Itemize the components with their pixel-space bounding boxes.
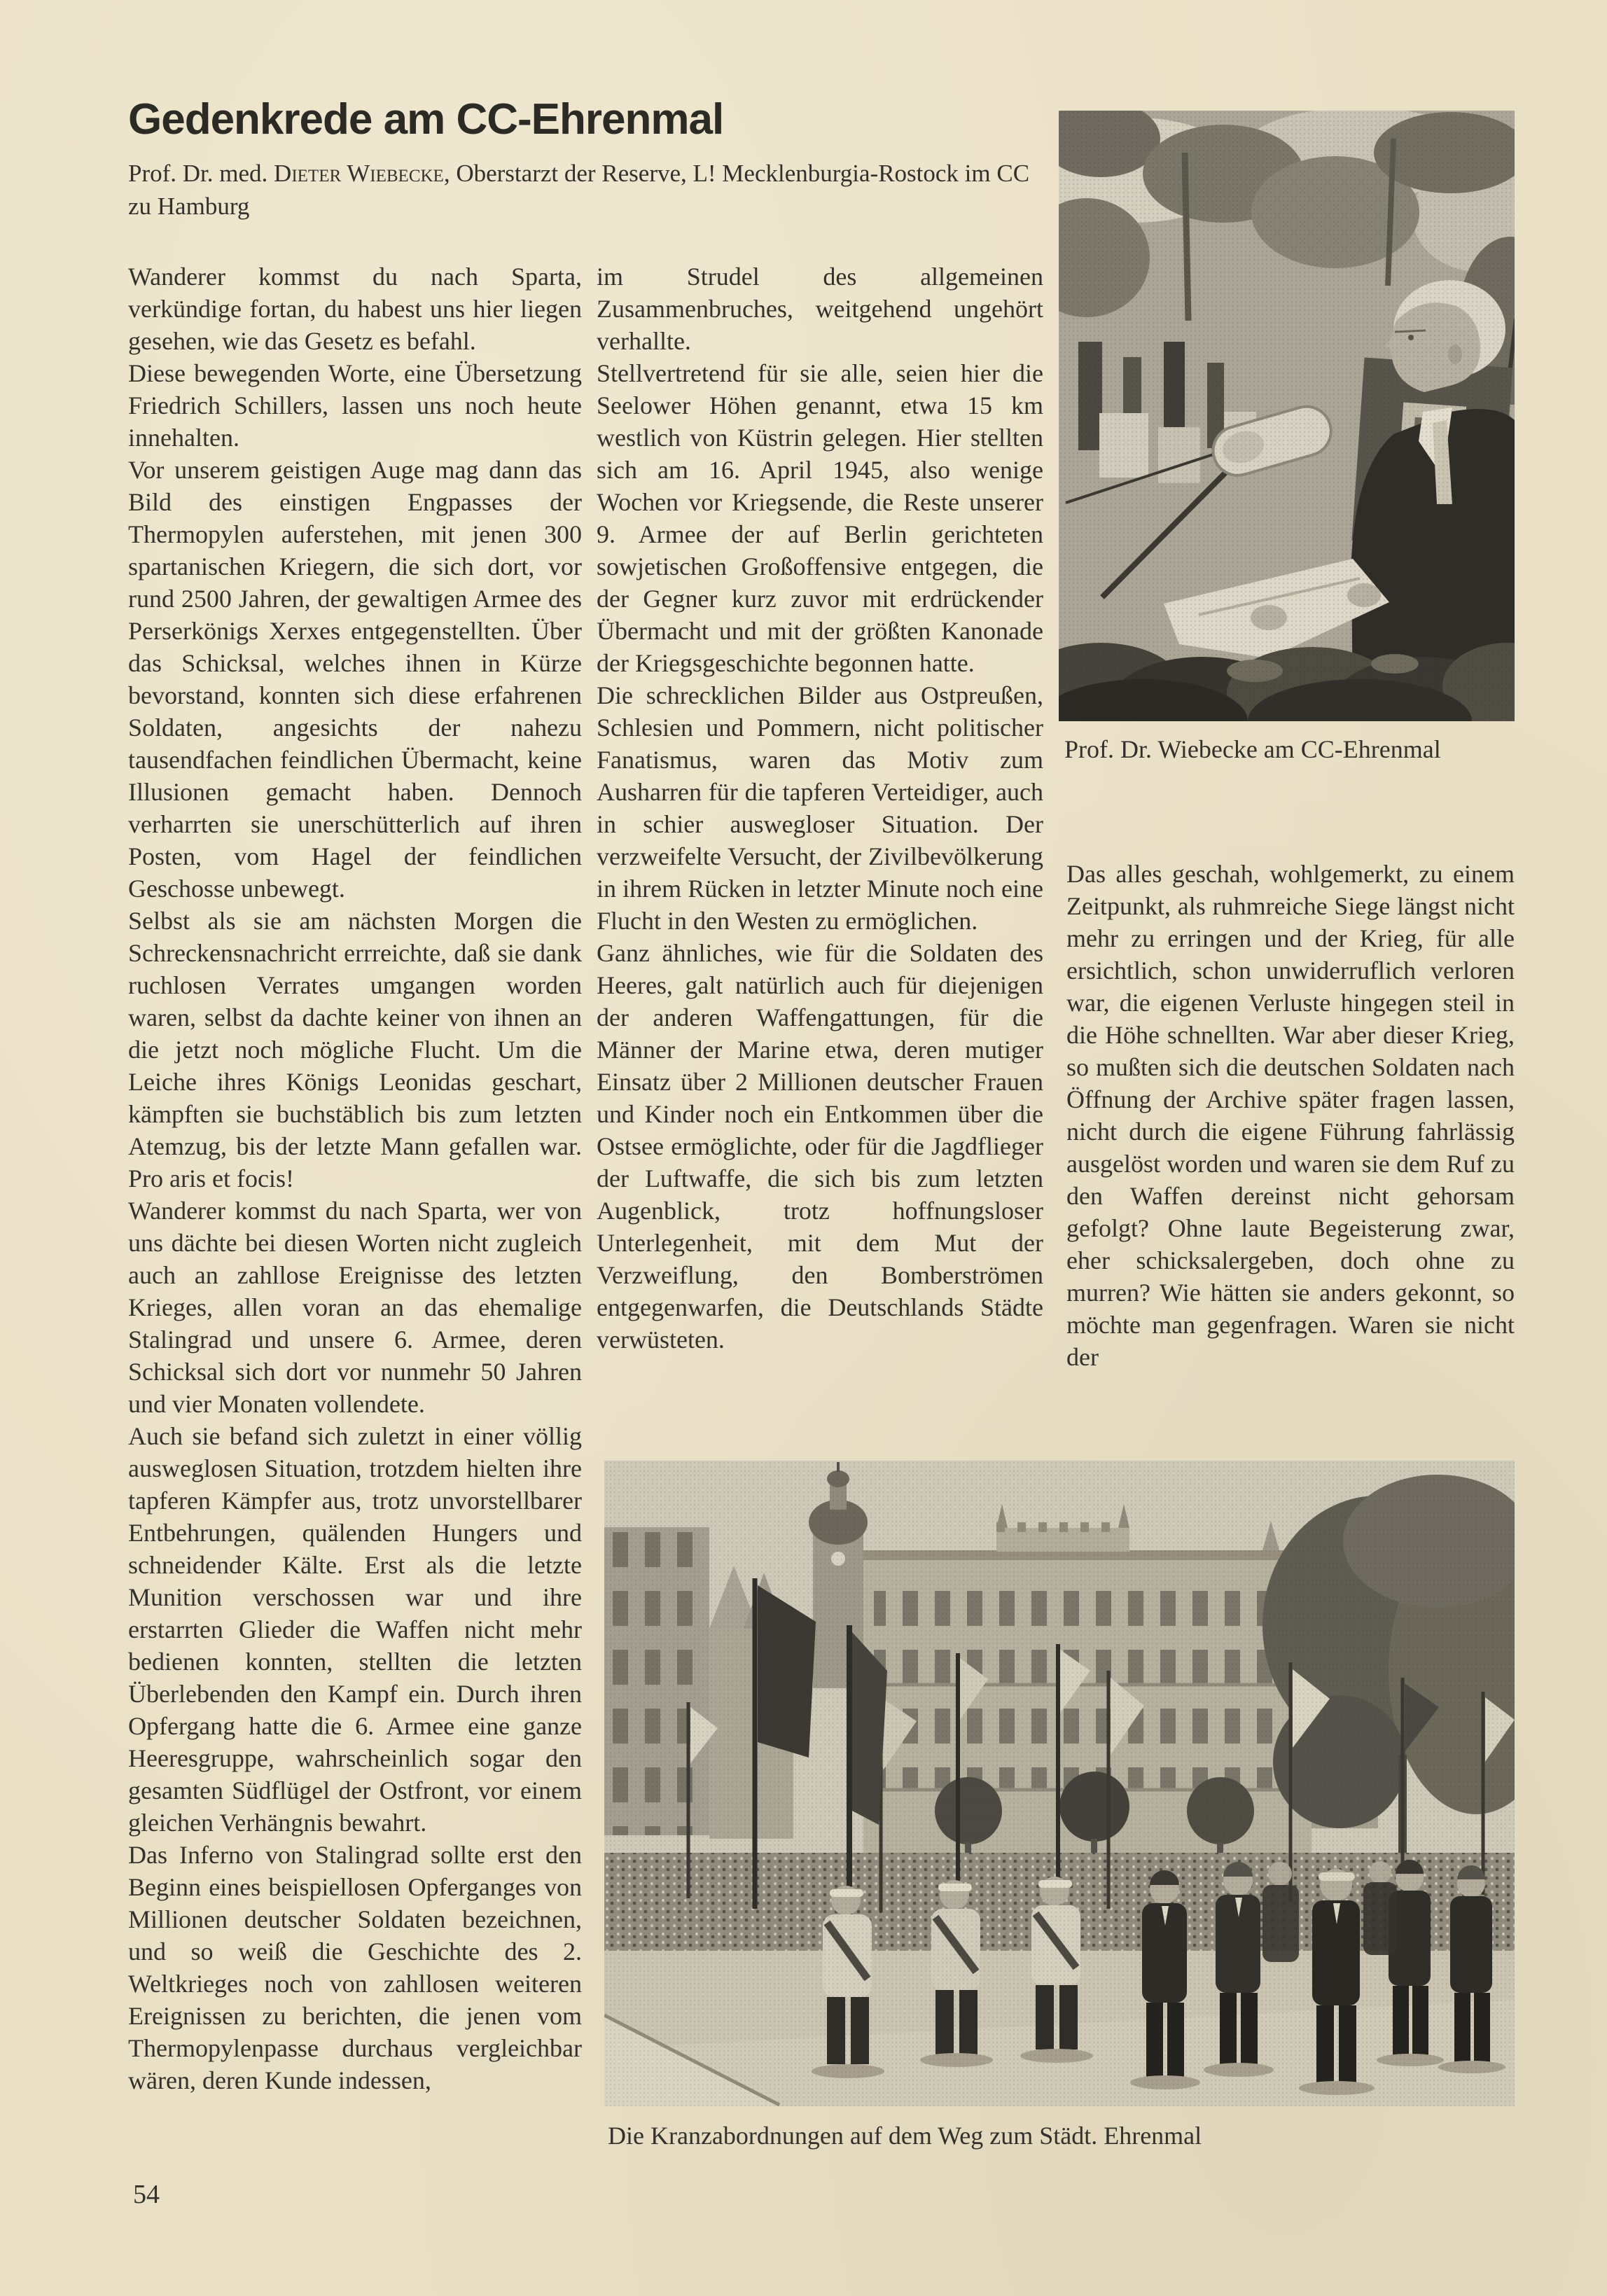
paragraph: Vor unserem geistigen Auge mag dann das Bild des einstigen Engpasses der Thermopylen auferstehen, mit jenen 300 spartanischen Kriegern, die sich dort, vor rund 2500 Jahren, der gewaltigen Armee des Perserkönigs Xerxes entgegenstellten. Über das Schicksal, welches ihnen in Kürze bevorstand, konnten sich diese erfahrenen Soldaten, angesichts der nahezu tausendfachen feindlichen Übermacht, keine Illusionen gemacht haben. Dennoch verharrten sie unerschütterlich auf ihren Posten, vom Hagel der feindlichen Geschosse unbewegt.: [128, 456, 582, 903]
paragraph: Ganz ähnliches, wie für die Soldaten des Heeres, galt natürlich auch für diejenigen der anderen Waffengattungen, für die Männer der Marine etwa, deren mutiger Einsatz über 2 Millionen deutscher Frauen und Kinder noch ein Entkommen über die Ostsee ermöglichte, oder für die Jagdflieger der Luftwaffe, die sich bis zum letzten Augenblick, trotz hoffnungsloser Unterlegenheit, mit dem Mut der Verzweiflung, den Bomberströmen entgegenwarfen, die Deutschlands Städte verwüsteten.: [597, 939, 1043, 1354]
paragraph: Auch sie befand sich zuletzt in einer völlig ausweglosen Situation, trotzdem hielten ihre tapferen Kämpfer aus, trotz unvorstellbarer Entbehrungen, quälenden Hungers und schneidender Kälte. Erst als die letzte Munition verschossen war und ihre erstarrten Glieder die Waffen nicht mehr bedienen konnten, stellten die letzten Überlebenden den Kampf ein. Durch ihren Opfergang hatte die 6. Armee eine ganze Heeresgruppe, wahrscheinlich sogar den gesamten Südflügel der Ostfront, vor einem gleichen Verhängnis bewahrt.: [128, 1422, 582, 1837]
paragraph: Das alles geschah, wohlgemerkt, zu einem Zeitpunkt, als ruhmreiche Siege längst nicht mehr zu erringen und der Krieg, für alle ersichtlich, schon unwiderruflich verloren war, die eigenen Verluste hingegen steil in die Höhe schnellten. War aber dieser Krieg, so mußten sich die deutschen Soldaten nach Öffnung der Archive später fragen lassen, nicht durch die eigene Führung fahrlässig ausgelöst worden und waren sie dem Ruf zu den Waffen dereinst nicht gehorsam gefolgt? Ohne laute Begeisterung zwar, eher schicksalergeben, doch ohne zu murren? Wie hätten sie anders gekonnt, so möchte man gegenfragen. Waren sie nicht der: [1066, 860, 1515, 1371]
photo-caption-bottom: Die Kranzabordnungen auf dem Weg zum Städt. Ehrenmal: [608, 2122, 1202, 2150]
paragraph: Die schrecklichen Bilder aus Ostpreußen, Schlesien und Pommern, nicht politischer Fanatismus, waren das Motiv zum Ausharren für die tapferen Verteidiger, auch in schier auswegloser Situation. Der verzweifelte Versucht, der Zivilbevölkerung in ihrem Rücken in letzter Minute noch eine Flucht in den Westen zu ermöglichen.: [597, 681, 1043, 935]
article-byline: [128, 157, 1045, 223]
paragraph: Stellvertretend für sie alle, seien hier die Seelower Höhen genannt, etwa 15 km westlich von Küstrin gelegen. Hier stellten sich am 16. April 1945, also wenige Wochen vor Kriegsende, die Reste unserer 9. Armee der auf Berlin gerichteten sowjetischen Großoffensive entgegen, die der Gegner kurz zuvor mit erdrückender Übermacht und mit der größten Kanonade der Kriegsgeschichte begonnen hatte.: [597, 359, 1043, 677]
byline-prefix: Prof. Dr. med.: [128, 160, 274, 187]
paragraph: Selbst als sie am nächsten Morgen die Schreckensnachricht errreichte, daß sie dank ruchlosen Verrates umgangen worden waren, selbst da dachte keiner von ihnen an die jetzt noch mögliche Flucht. Um die Leiche ihres Königs Leonidas geschart, kämpften sie buchstäblich bis zum letzten Atemzug, bis der letzte Mann gefallen war. Pro aris et focis!: [128, 907, 582, 1192]
text-column-2: [597, 260, 1043, 1356]
speaker-photo: [1059, 111, 1515, 721]
article-title: Gedenkrede am CC-Ehrenmal: [128, 95, 724, 144]
paragraph: Das Inferno von Stalingrad sollte erst den Beginn eines beispiellosen Opferganges von Millionen deutscher Soldaten bezeichnen, und so weiß die Geschichte des 2. Weltkrieges noch von zahllosen weiteren Ereignissen zu berichten, die jenen vom Thermopylenpasse durchaus vergleichbar wären, deren Kunde indessen,: [128, 1841, 582, 2094]
procession-photo: [604, 1461, 1515, 2106]
paragraph: im Strudel des allgemeinen Zusammenbruches, weitgehend ungehört verhallte.: [597, 263, 1043, 355]
page-number: 54: [133, 2180, 160, 2209]
paragraph: Wanderer kommst du nach Sparta, verkündige fortan, du habest uns hier liegen gesehen, wie das Gesetz es befahl.: [128, 263, 582, 355]
paragraph: Diese bewegenden Worte, eine Übersetzung Friedrich Schillers, lassen uns noch heute innehalten.: [128, 359, 582, 452]
byline-suffix: , Oberstarzt der Reserve, L! Mecklenburgia-Rostock im CC zu Hamburg: [128, 160, 1030, 220]
paragraph: Wanderer kommst du nach Sparta, wer von uns dächte bei diesen Worten nicht zugleich auch an zahllose Ereignisse des letzten Krieges, allen voran an das ehemalige Stalingrad und unsere 6. Armee, deren Schicksal sich dort vor nunmehr 50 Jahren und vier Monaten vollendete.: [128, 1197, 582, 1418]
photo-caption-top: Prof. Dr. Wiebecke am CC-Ehrenmal: [1064, 735, 1441, 763]
byline-author-name: Dieter Wiebecke: [274, 160, 444, 187]
text-column-1: [128, 260, 582, 2096]
text-column-3: [1066, 858, 1515, 1373]
